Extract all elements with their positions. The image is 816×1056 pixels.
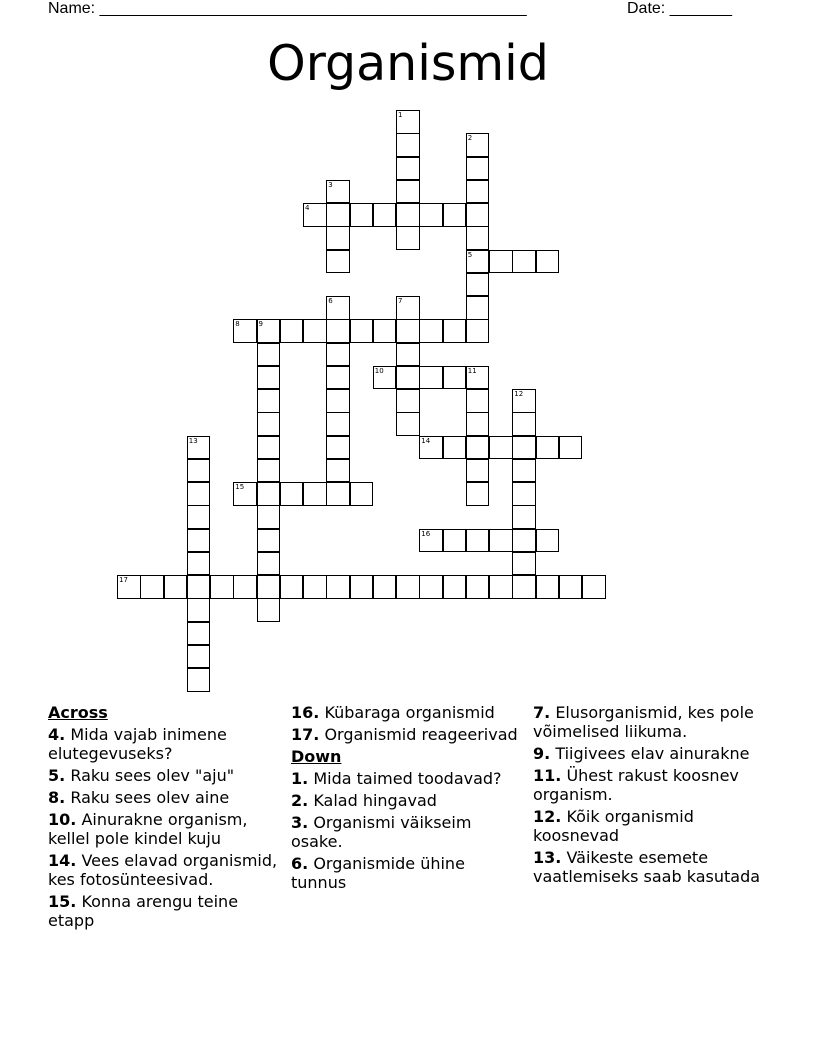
grid-cell[interactable] [536,529,560,553]
grid-cell[interactable] [512,529,536,553]
grid-cell[interactable] [396,575,420,599]
grid-cell[interactable] [257,343,281,367]
clue-item-number: 9. [533,744,551,763]
clue-column-3 [533,703,769,889]
clue-item-number: 17. [291,725,320,744]
grid-cell[interactable] [443,203,467,227]
clue-number: 16 [421,529,431,538]
name-field[interactable]: Name: ________________________________________________ [48,0,527,17]
grid-cell[interactable] [559,575,583,599]
grid-cell[interactable] [489,436,513,460]
grid-cell[interactable] [466,157,490,181]
clue-number: 12 [514,390,524,398]
grid-cell[interactable] [536,575,560,599]
date-field[interactable]: Date: _______ [627,0,732,17]
grid-cell[interactable] [117,575,141,599]
grid-cell[interactable] [326,319,350,343]
grid-cell[interactable] [512,250,536,274]
grid-cell[interactable] [326,296,350,320]
down-clue-list-continued [533,703,769,886]
grid-cell[interactable] [512,436,536,460]
grid-cell[interactable] [466,575,490,599]
clue-item-number: 11. [533,766,562,785]
grid-cell[interactable] [466,412,490,436]
clue-item-number: 12. [533,807,562,826]
grid-cell[interactable] [536,250,560,274]
grid-cell[interactable] [466,319,490,343]
grid-cell[interactable] [257,436,281,460]
clue-number: 5 [467,250,473,259]
clue-item-text: Tiigivees elav ainurakne [555,744,750,763]
clue-item-number: 15. [48,892,77,911]
grid-cell[interactable] [350,575,374,599]
grid-cell[interactable] [326,482,350,506]
grid-cell[interactable] [419,319,443,343]
clue-item-text: Organismide ühine tunnus [291,854,465,892]
clue-number: 9 [258,320,263,329]
grid-cell[interactable] [257,598,281,622]
grid-cell[interactable] [396,343,420,367]
grid-cell[interactable] [536,436,560,460]
grid-cell[interactable] [582,575,606,599]
clue-item-number: 10. [48,810,77,829]
grid-cell[interactable] [396,180,420,204]
grid-cell[interactable] [466,366,490,390]
grid-cell[interactable] [512,505,536,529]
grid-cell[interactable] [280,319,304,343]
clue-number: 2 [467,134,473,143]
grid-cell[interactable] [326,226,350,250]
clue-item-number: 16. [291,703,320,722]
grid-cell[interactable] [187,459,211,483]
clue-number: 7 [398,297,403,305]
clue-item-text: Väikeste esemete vaatlemiseks saab kasutada [533,848,761,886]
grid-cell[interactable] [303,482,327,506]
clue-number: 3 [328,180,333,189]
clue-item [48,788,280,807]
grid-cell[interactable] [396,226,420,250]
grid-cell[interactable] [373,575,397,599]
grid-cell[interactable] [303,203,327,227]
clue-number: 1 [398,111,403,119]
clue-item-text: Kübaraga organismid [324,703,495,722]
grid-cell[interactable] [326,436,350,460]
grid-cell[interactable] [512,412,536,436]
grid-cell[interactable] [396,203,420,227]
grid-cell[interactable] [187,575,211,599]
grid-cell[interactable] [489,575,513,599]
grid-cell[interactable] [140,575,164,599]
clue-item-number: 4. [48,725,66,744]
grid-cell[interactable] [466,482,490,506]
clue-item-number: 2. [291,791,309,810]
clue-number: 15 [235,483,245,491]
clue-column-1 [48,703,280,933]
grid-cell[interactable] [280,482,304,506]
clue-number: 14 [421,436,431,445]
grid-cell[interactable] [257,575,281,599]
clue-item [533,807,769,845]
grid-cell[interactable] [466,133,490,157]
clue-item-number: 1. [291,769,309,788]
down-heading: Down [291,747,342,766]
clue-item-number: 3. [291,813,309,832]
down-clue-list [291,769,523,892]
grid-cell[interactable] [303,575,327,599]
grid-cell[interactable] [326,343,350,367]
grid-cell[interactable] [396,110,420,134]
grid-cell[interactable] [559,436,583,460]
grid-cell[interactable] [466,250,490,274]
grid-cell[interactable] [326,250,350,274]
grid-cell[interactable] [443,436,467,460]
grid-cell[interactable] [466,529,490,553]
grid-cell[interactable] [512,482,536,506]
grid-cell[interactable] [187,552,211,576]
grid-cell[interactable] [466,389,490,413]
clue-item [48,851,280,889]
clue-number: 6 [328,297,333,305]
grid-cell[interactable] [257,552,281,576]
grid-cell[interactable] [187,622,211,646]
grid-cell[interactable] [512,552,536,576]
grid-cell[interactable] [187,505,211,529]
grid-cell[interactable] [326,412,350,436]
grid-cell[interactable] [396,319,420,343]
clue-item-number: 13. [533,848,562,867]
clue-item-text: Organismid reageerivad [324,725,518,744]
grid-cell[interactable] [257,529,281,553]
grid-cell[interactable] [396,412,420,436]
clue-column-2 [291,703,523,895]
grid-cell[interactable] [419,436,443,460]
grid-cell[interactable] [233,482,257,506]
clue-item [48,766,280,785]
clue-item-number: 8. [48,788,66,807]
grid-cell[interactable] [187,529,211,553]
clue-item [48,810,280,848]
grid-cell[interactable] [396,366,420,390]
grid-cell[interactable] [396,133,420,157]
clue-item-text: Raku sees olev "aju" [70,766,235,785]
grid-cell[interactable] [350,319,374,343]
grid-cell[interactable] [373,319,397,343]
grid-cell[interactable] [326,180,350,204]
grid-cell[interactable] [396,157,420,181]
grid-cell[interactable] [187,598,211,622]
grid-cell[interactable] [373,203,397,227]
clue-item [533,766,769,804]
grid-cell[interactable] [350,203,374,227]
grid-cell[interactable] [164,575,188,599]
clue-number: 11 [467,366,477,375]
grid-cell[interactable] [466,226,490,250]
grid-cell[interactable] [257,389,281,413]
grid-cell[interactable] [257,366,281,390]
page-title: Organismid [267,35,549,92]
grid-cell[interactable] [326,366,350,390]
grid-cell[interactable] [373,366,397,390]
grid-cell[interactable] [466,459,490,483]
grid-cell[interactable] [326,575,350,599]
clue-item-text: Raku sees olev aine [70,788,230,807]
grid-cell[interactable] [350,482,374,506]
clue-item [48,892,280,930]
clue-number: 8 [235,320,240,329]
clue-item-number: 5. [48,766,66,785]
clue-item [291,854,523,892]
clue-item-text: Kalad hingavad [313,791,437,810]
grid-cell[interactable] [257,482,281,506]
across-heading: Across [48,703,108,722]
grid-cell[interactable] [257,459,281,483]
grid-cell[interactable] [210,575,234,599]
clue-item [291,725,523,744]
across-clue-list-continued [291,703,523,744]
clue-item [533,703,769,741]
grid-cell[interactable] [466,203,490,227]
grid-cell[interactable] [257,319,281,343]
grid-cell[interactable] [419,529,443,553]
grid-cell[interactable] [419,575,443,599]
grid-cell[interactable] [187,436,211,460]
grid-cell[interactable] [466,296,490,320]
grid-cell[interactable] [280,575,304,599]
clue-number: 4 [305,204,310,212]
clue-item-text: Ühest rakust koosnev organism. [533,766,739,804]
clue-item-number: 14. [48,851,77,870]
grid-cell[interactable] [489,250,513,274]
clue-item-text: Kõik organismid koosnevad [533,807,694,845]
clue-item-text: Ainurakne organism, kellel pole kindel kuju [48,810,248,848]
grid-cell[interactable] [303,319,327,343]
grid-cell[interactable] [396,389,420,413]
grid-cell[interactable] [512,389,536,413]
grid-cell[interactable] [326,459,350,483]
grid-cell[interactable] [443,529,467,553]
clue-item-text: Vees elavad organismid, kes fotosünteesivad. [48,851,278,889]
clue-item-text: Mida taimed toodavad? [313,769,502,788]
grid-cell[interactable] [443,575,467,599]
grid-cell[interactable] [326,389,350,413]
across-clue-list [48,725,280,930]
clue-item [291,769,523,788]
grid-cell[interactable] [419,366,443,390]
clue-item [291,703,523,722]
clue-item-number: 6. [291,854,309,873]
clue-item [533,744,769,763]
grid-cell[interactable] [187,668,211,692]
grid-cell[interactable] [512,459,536,483]
grid-cell[interactable] [187,645,211,669]
grid-cell[interactable] [187,482,211,506]
clue-item-text: Organismi väikseim osake. [291,813,472,851]
grid-cell[interactable] [443,366,467,390]
grid-cell[interactable] [466,436,490,460]
grid-cell[interactable] [466,180,490,204]
grid-cell[interactable] [419,203,443,227]
grid-cell[interactable] [257,412,281,436]
grid-cell[interactable] [512,575,536,599]
clue-number: 17 [119,576,128,584]
clue-item [291,791,523,810]
clue-item-text: Mida vajab inimene elutegevuseks? [48,725,227,763]
clue-item-number: 7. [533,703,551,722]
clue-item-text: Elusorganismid, kes pole võimelised liikuma. [533,703,754,741]
clue-number: 10 [374,366,384,375]
grid-cell[interactable] [233,575,257,599]
grid-cell[interactable] [396,296,420,320]
clue-item-text: Konna arengu teine etapp [48,892,239,930]
grid-cell[interactable] [466,273,490,297]
grid-cell[interactable] [326,203,350,227]
grid-cell[interactable] [489,529,513,553]
clue-item [291,813,523,851]
grid-cell[interactable] [443,319,467,343]
grid-cell[interactable] [257,505,281,529]
header [48,0,768,20]
clue-item [533,848,769,886]
clue-item [48,725,280,763]
clue-number: 13 [188,436,198,445]
grid-cell[interactable] [233,319,257,343]
